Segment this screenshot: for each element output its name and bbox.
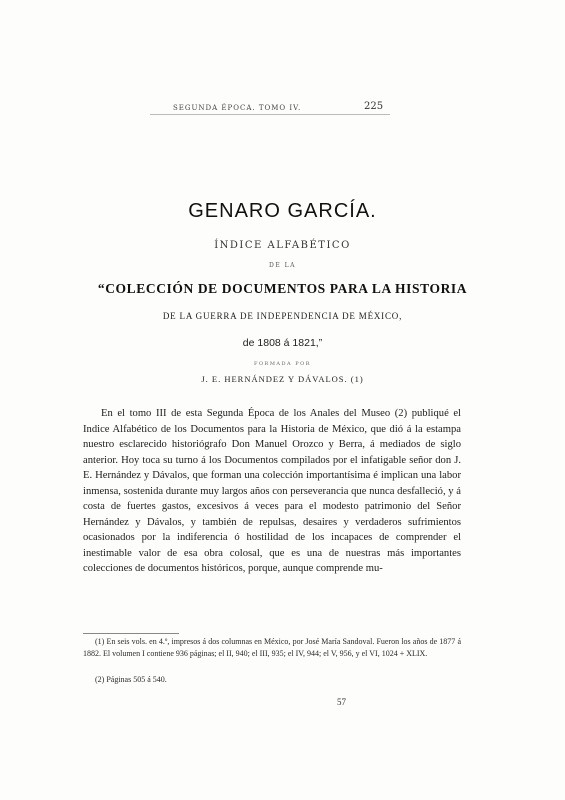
- footnote-1: (1) En seis vols. en 4.º, impresos á dos columnas en México, por José María Sandoval. Fueron los años de 1877 á 1882. El volumen I contiene 936 páginas; el II, 940; el III, 935; el IV, 944; el V, 956, y el VI, 1024 + XLIX.: [83, 637, 461, 659]
- footnote-rule: [83, 633, 179, 634]
- header-rule: [150, 114, 390, 115]
- footnote-2: (2) Páginas 505 á 540.: [95, 675, 167, 684]
- index-label: ÍNDICE ALFABÉTICO: [214, 240, 351, 251]
- author-heading: GENARO GARCÍA.: [188, 200, 377, 222]
- page-number: 225: [364, 101, 384, 112]
- collection-title: “COLECCIÓN DE DOCUMENTOS PARA LA HISTORIA: [97, 281, 468, 296]
- collection-dates: de 1808 á 1821,”: [242, 337, 323, 349]
- formed-by-label: FORMADA POR: [253, 361, 311, 367]
- of-the-label: DE LA: [269, 262, 296, 269]
- signature-mark: 57: [337, 697, 346, 707]
- body-paragraph: En el tomo III de esta Segunda Época de los Anales del Museo (2) publiqué el Indice Alfabético de los Documentos para la Historia de México, que dió á la estampa nuestro esclarecido historiógrafo Don Manuel Orozco y Berra, á mediados de siglo anterior. Hoy toca su turno á los Documentos compilados por el infatigable señor don J. E. Hernández y Dávalos, que forman una colección importantísima é implican una labor inmensa, sostenida durante muy largos años con perseverancia que nunca desfalleció, y á costa de fuertes gastos, excesivos á veces para el modesto patrimonio del Señor Hernández y Dávalos, y también de repulsas, desaires y verdaderos sufrimientos ocasionados por la indiferencia ó hostilidad de los incapaces de comprender el inestimable valor de esa obra colosal, que es una de nuestras más importantes colecciones de documentos históricos, porque, aunque comprende mu-: [83, 408, 461, 574]
- collection-subtitle: DE LA GUERRA DE INDEPENDENCIA DE MÉXICO,: [162, 311, 403, 321]
- running-head: SEGUNDA ÉPOCA. TOMO IV.: [173, 104, 302, 112]
- compiler-name: J. E. HERNÁNDEZ Y DÁVALOS. (1): [201, 374, 364, 384]
